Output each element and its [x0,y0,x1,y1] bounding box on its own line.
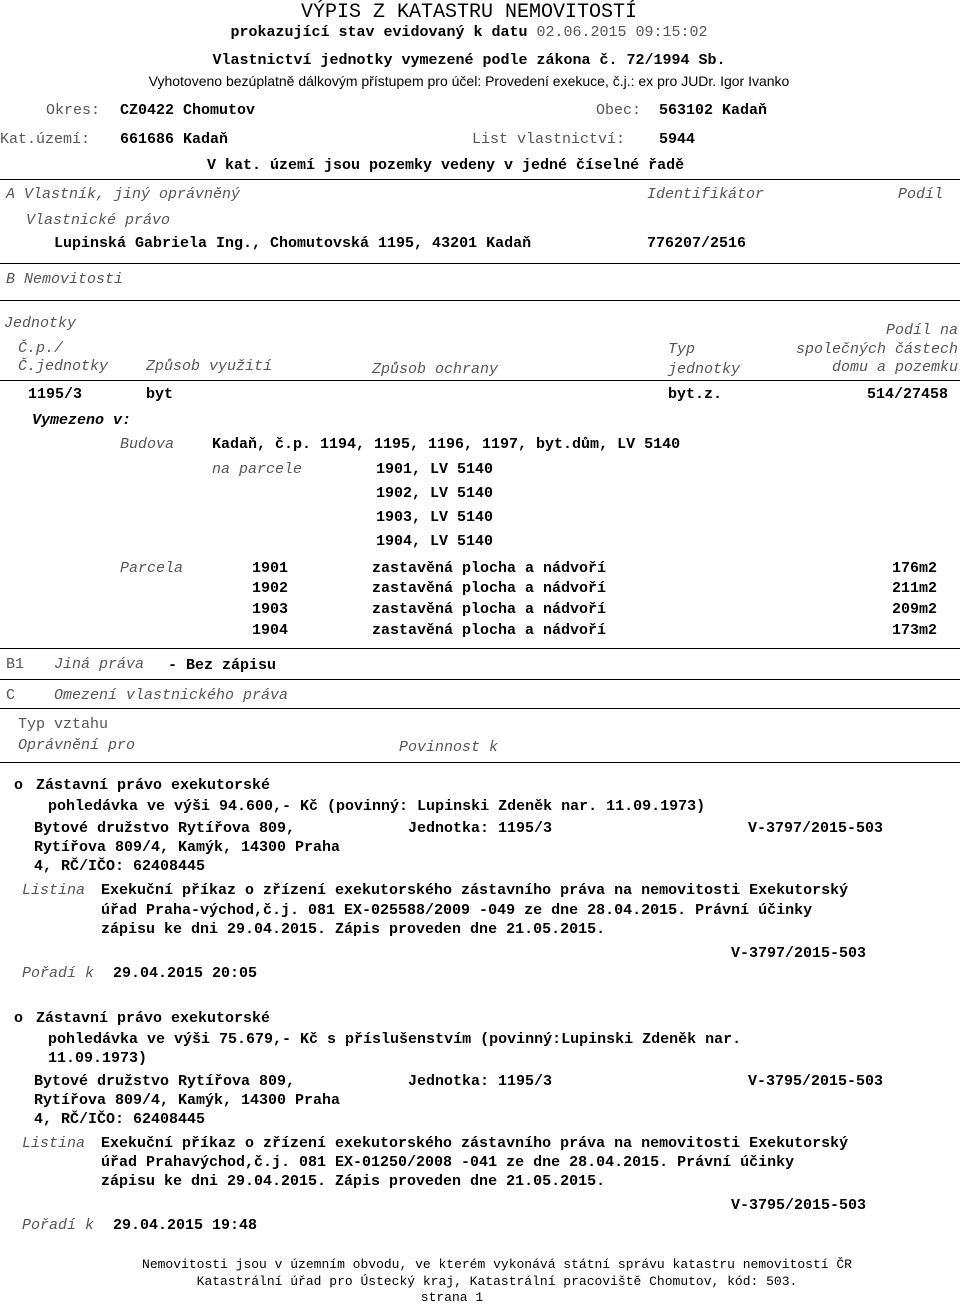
creditor-line: Bytové družstvo Rytířova 809, [34,820,296,837]
divider-b1 [0,648,960,649]
section-c-label: Omezení vlastnického práva [54,687,289,704]
section-b1-value: - Bez zápisu [168,657,277,674]
parcel-type: zastavěná plocha a nádvoří [372,622,607,639]
parcel-area: 176m2 [891,560,937,577]
lv-label: List vlastnictví: [472,131,626,148]
parcel-number: 1904 [252,622,289,639]
unit-number: 1195/3 [28,386,83,403]
unit-share: 514/27458 [866,386,948,403]
creditor-line: Rytířova 809/4, Kamýk, 14300 Praha [34,839,341,856]
parcel-type: zastavěná plocha a nádvoří [372,580,607,597]
entry-bullet: o [14,777,24,794]
parcel-area: 173m2 [891,622,937,639]
parcel-number: 1903 [252,601,289,618]
entry-claim: pohledávka ve výši 75.679,- Kč s příslušenstvím (povinný:Lupinski Zdeněk nar. [48,1031,742,1048]
col-type2: jednotky [668,361,741,378]
divider-a [0,179,960,180]
on-parcel-1: 1901, LV 5140 [376,461,494,478]
col-cp2: Č.jednotky [18,358,109,375]
col-share: Podíl [898,186,944,203]
order-value: 29.04.2015 20:05 [113,965,258,982]
entry-bullet: o [14,1010,24,1027]
creditor-line: 4, RČ/IČO: 62408445 [34,1111,206,1128]
divider-b-header [0,380,960,381]
okres-label: Okres: [46,102,101,119]
deed-line: Exekuční příkaz o zřízení exekutorského zástavního práva na nemovitosti Exekutorský [101,882,849,899]
section-b1-label: Jiná práva [54,656,145,673]
entry-obliged: Jednotka: 1195/3 [408,820,553,837]
entry-obliged: Jednotka: 1195/3 [408,1073,553,1090]
building-label: Budova [120,436,175,453]
obec-value: 563102 Kadaň [659,102,768,119]
creditor-line: Rytířova 809/4, Kamýk, 14300 Praha [34,1092,341,1109]
status-date: 02.06.2015 09:15:02 [536,24,708,41]
parcel-area: 209m2 [891,601,937,618]
owner-id: 776207/2516 [647,235,747,252]
entry-claim: 11.09.1973) [48,1050,148,1067]
entry-claim: pohledávka ve výši 94.600,- Kč (povinný: Lupinski Zdeněk nar. 11.09.1973) [48,798,706,815]
deed-ref: V-3797/2015-503 [731,945,867,962]
parcel-type: zastavěná plocha a nádvoří [372,601,607,618]
section-c-code: C [6,687,16,704]
ku-label: Kat.území: [0,131,91,148]
deed-line: úřad Praha-východ,č.j. 081 EX-025588/2009 -049 ze dne 28.04.2015. Právní účinky [101,902,813,919]
ownership-line: Vlastnictví jednotky vymezené podle zákona č. 72/1994 Sb. [212,52,726,69]
ku-value: 661686 Kadaň [120,131,229,148]
deed-label: Listina [22,1135,86,1152]
creditor-line: Bytové družstvo Rytířova 809, [34,1073,296,1090]
on-parcel-3: 1903, LV 5140 [376,509,494,526]
order-value: 29.04.2015 19:48 [113,1217,258,1234]
footer-line1: Nemovitosti jsou v územním obvodu, ve kterém vykonává státní správu katastru nemovitostí ČR [142,1257,852,1272]
divider-c-header [0,762,960,763]
unit-type: byt.z. [668,386,723,403]
parcel-number: 1902 [252,580,289,597]
col-share3: domu a pozemku [831,359,958,376]
col-cp1: Č.p./ [18,340,64,357]
obec-label: Obec: [596,102,642,119]
status-prefix: prokazující stav evidovaný k datu [230,24,528,41]
generated-line: Vyhotoveno bezúplatně dálkovým přístupem pro účel: Provedení exekuce, č.j.: ex pro JUDr. Igor Ivanko [148,73,790,89]
col-obliged: Povinnost k [399,739,499,756]
deed-ref: V-3795/2015-503 [731,1197,867,1214]
col-share1: Podíl na [885,322,958,339]
on-parcel-label: na parcele [212,461,303,478]
footer-line2: Katastrální úřad pro Ústecký kraj, Katastrální pracoviště Chomutov, kód: 503. [196,1274,798,1289]
deed-line: zápisu ke dni 29.04.2015. Zápis proveden dne 21.05.2015. [101,1173,606,1190]
col-protection: Způsob ochrany [372,361,499,378]
owner-name: Lupinská Gabriela Ing., Chomutovská 1195, 43201 Kadaň [54,235,532,252]
unit-use: byt [146,386,174,403]
divider-c-inner [0,708,960,709]
numbering-note: V kat. území jsou pozemky vedeny v jedné číselné řadě [207,157,685,174]
col-identifier: Identifikátor [647,186,765,203]
building-value: Kadaň, č.p. 1194, 1195, 1196, 1197, byt.dům, LV 5140 [212,436,681,453]
parcel-area: 211m2 [891,580,937,597]
deed-line: úřad Prahavýchod,č.j. 081 EX-01250/2008 -041 ze dne 28.04.2015. Právní účinky [101,1154,795,1171]
on-parcel-2: 1902, LV 5140 [376,485,494,502]
section-b-title: B Nemovitosti [6,271,124,288]
col-use: Způsob využití [146,358,273,375]
ownership-right-label: Vlastnické právo [26,212,171,229]
col-type1: Typ [668,341,696,358]
on-parcel-4: 1904, LV 5140 [376,533,494,550]
document-title: VÝPIS Z KATASTRU NEMOVITOSTÍ [300,1,638,24]
entry-title: Zástavní právo exekutorské [36,1010,271,1027]
deed-label: Listina [22,882,86,899]
parcel-number: 1901 [252,560,289,577]
col-share2: společných částech [795,341,958,358]
col-rel-type: Typ vztahu [18,716,109,733]
status-line [0,24,938,42]
deed-line: zápisu ke dni 29.04.2015. Zápis proveden dne 21.05.2015. [101,921,606,938]
footer-page: strana 1 [420,1290,484,1305]
divider-c [0,679,960,680]
col-entitled: Oprávnění pro [18,737,136,754]
divider-b [0,263,960,264]
units-label: Jednotky [4,315,77,332]
entry-title: Zástavní právo exekutorské [36,777,271,794]
deed-line: Exekuční příkaz o zřízení exekutorského zástavního práva na nemovitosti Exekutorský [101,1135,849,1152]
parcel-label: Parcela [120,560,184,577]
order-label: Pořadí k [22,965,95,982]
okres-value: CZ0422 Chomutov [120,102,256,119]
defined-label: Vymezeno v: [32,412,132,429]
order-label: Pořadí k [22,1217,95,1234]
entry-ref: V-3795/2015-503 [748,1073,884,1090]
creditor-line: 4, RČ/IČO: 62408445 [34,858,206,875]
section-a-title: A Vlastník, jiný oprávněný [6,186,241,203]
divider-b-inner [0,300,960,301]
section-b1-code: B1 [6,656,25,673]
entry-ref: V-3797/2015-503 [748,820,884,837]
parcel-type: zastavěná plocha a nádvoří [372,560,607,577]
lv-value: 5944 [659,131,696,148]
